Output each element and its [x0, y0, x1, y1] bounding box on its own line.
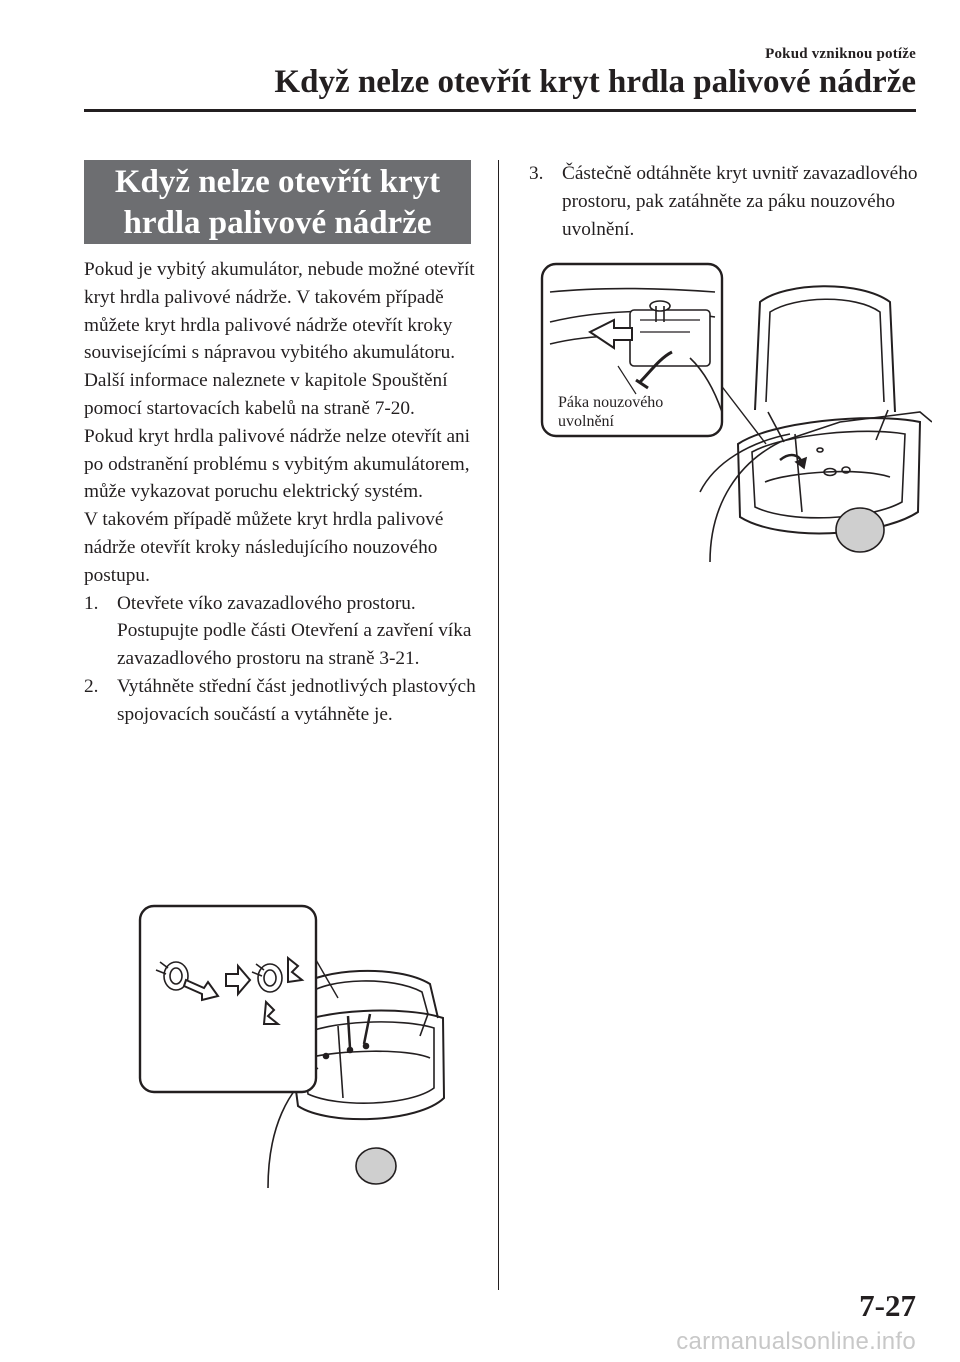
header-rule	[84, 109, 916, 112]
section-title-box	[84, 160, 471, 244]
watermark: carmanualsonline.info	[676, 1328, 916, 1355]
step-text: Vytáhněte střední část jednotlivých plastových spojovacích součástí a vytáhněte je.	[117, 675, 476, 725]
page-number: 7-27	[859, 1288, 916, 1323]
paragraph: Další informace naleznete v kapitole Spouštění pomocí startovacích kabelů na straně 7-20.	[84, 370, 448, 419]
fastener-removal-illustration	[138, 898, 450, 1188]
step-2	[84, 673, 484, 729]
step-1	[84, 590, 484, 673]
lever-label-line1: Páka nouzového	[558, 394, 664, 411]
step-text: Částečně odtáhněte kryt uvnitř zavazadlového prostoru, pak zatáhněte za páku nouzového uvolnění.	[562, 163, 918, 240]
paragraph: Pokud kryt hrdla palivové nádrže nelze otevřít ani po odstranění problému s vybitým akumulátorem, může vykazovat poruchu elektrický systém.	[84, 425, 471, 503]
section-header: Pokud vzniknou potíže	[765, 46, 916, 62]
step-number: 1.	[84, 592, 99, 614]
lever-label-line2: uvolnění	[558, 413, 614, 430]
lever-label	[558, 393, 663, 431]
paragraph: Pokud je vybitý akumulátor, nebude možné otevřít kryt hrdla palivové nádrže. V takovém případě můžete kryt hrdla palivové nádrže otevřít kroky souvisejícími s nápravou vybitého akumulátoru.	[84, 259, 475, 364]
right-column-text	[529, 160, 929, 243]
section-title-line1: Když nelze otevřít kryt	[114, 164, 441, 200]
left-column-text	[84, 256, 484, 729]
page-header-title: Když nelze otevřít kryt hrdla palivové nádrže	[274, 64, 916, 100]
step-3	[529, 160, 929, 243]
section-title-line2: hrdla palivové nádrže	[123, 205, 432, 241]
step-number: 2.	[84, 675, 99, 697]
paragraph: V takovém případě můžete kryt hrdla palivové nádrže otevřít kroky následujícího nouzového postupu.	[84, 509, 444, 586]
step-text: Otevřete víko zavazadlového prostoru. Postupujte podle části Otevření a zavření víka zavazadlového prostoru na straně 3-21.	[117, 592, 472, 670]
column-divider	[498, 160, 499, 1290]
step-number: 3.	[529, 163, 544, 184]
